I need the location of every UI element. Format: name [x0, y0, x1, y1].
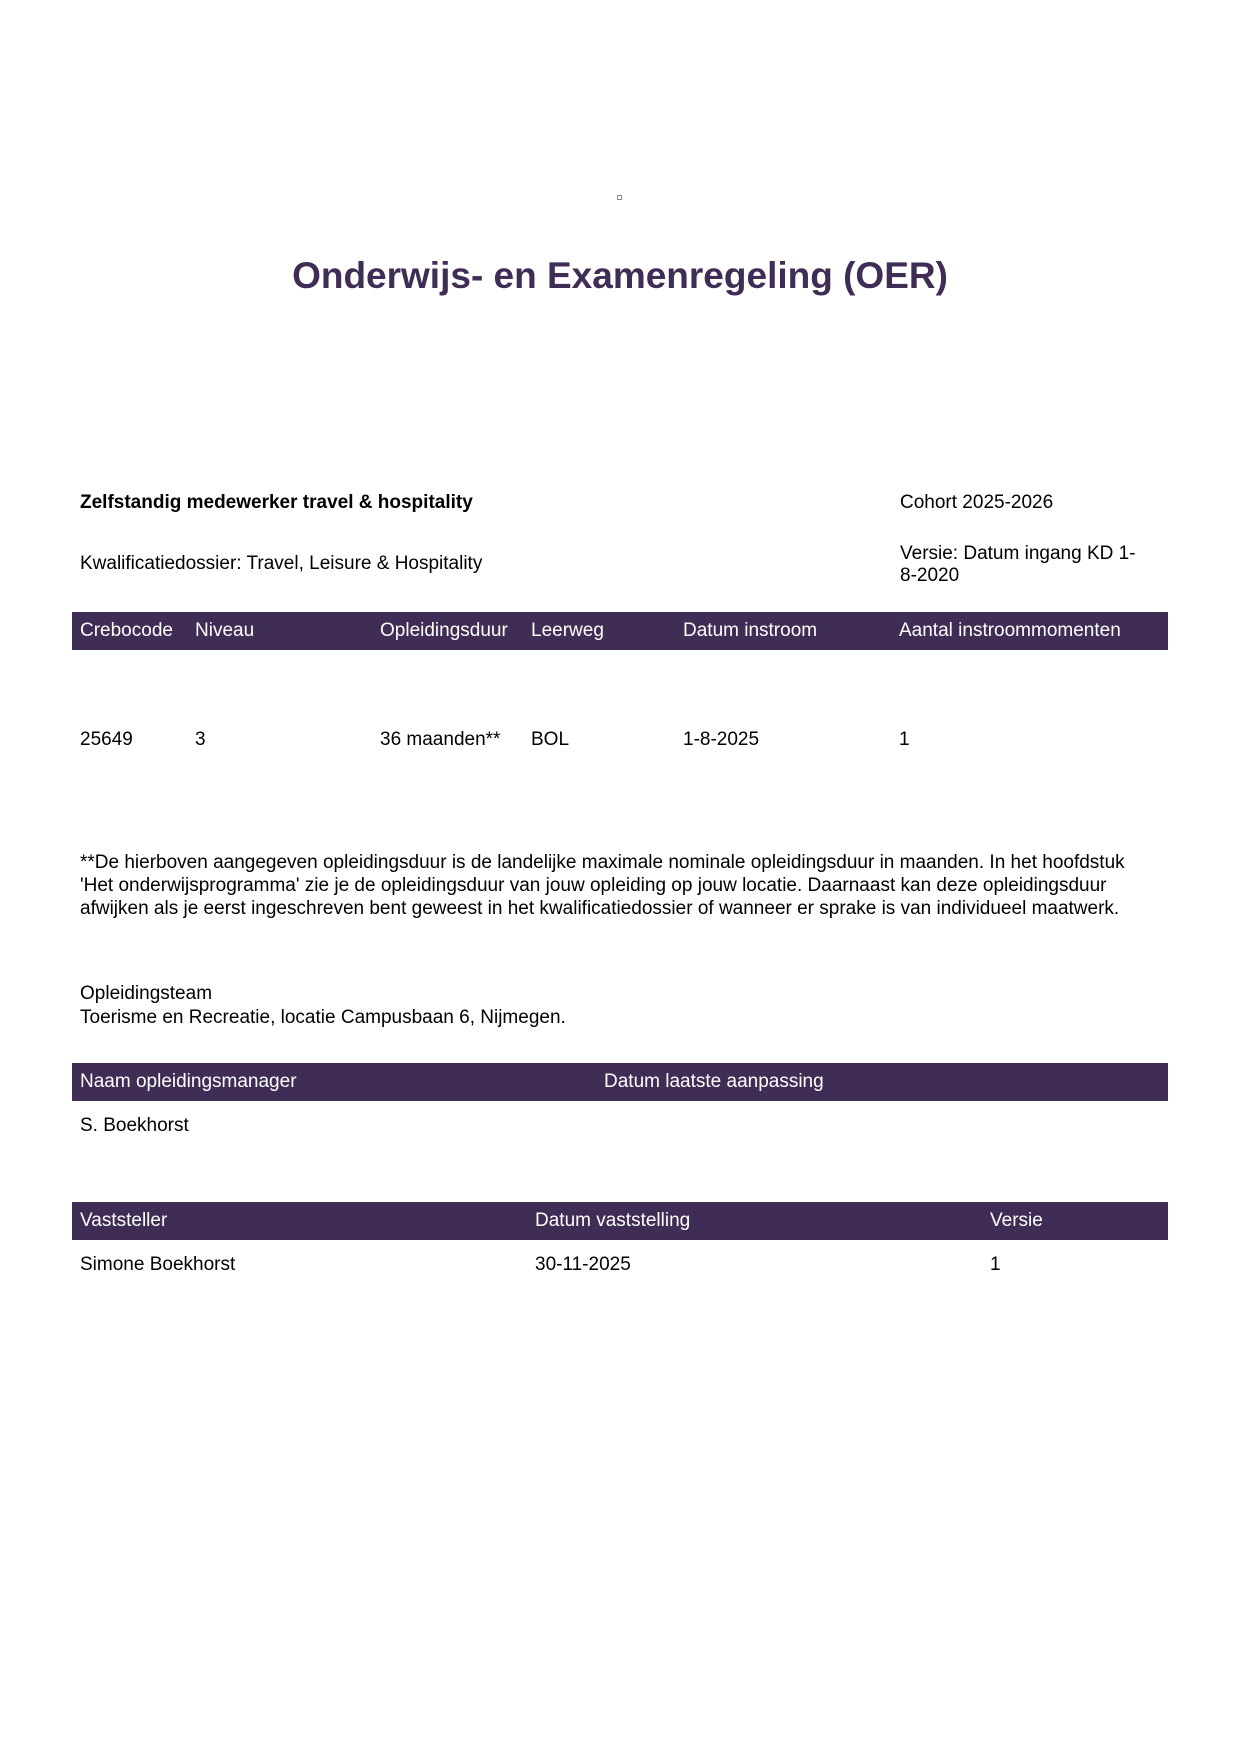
- logo-placeholder-icon: [617, 195, 622, 200]
- header-datum-laatste-aanpassing: Datum laatste aanpassing: [604, 1071, 824, 1092]
- versie-label: [900, 543, 1160, 587]
- header-datum-instroom: Datum instroom: [683, 620, 818, 641]
- cell-aantal-instroommomenten: 1: [899, 729, 910, 750]
- cell-datum-vaststelling: 30-11-2025: [535, 1254, 631, 1275]
- kwalificatiedossier-label: Kwalificatiedossier: Travel, Leisure & Hospitality: [80, 553, 483, 574]
- header-datum-vaststelling: Datum vaststelling: [535, 1210, 691, 1231]
- cell-opleidingsmanager: S. Boekhorst: [80, 1115, 189, 1136]
- vaststelling-table-header: [72, 1202, 1168, 1240]
- cell-opleidingsduur: 36 maanden**: [380, 729, 501, 750]
- details-table-header: [72, 612, 1168, 650]
- header-vaststeller: Vaststeller: [80, 1210, 168, 1231]
- manager-table-header: [72, 1063, 1168, 1101]
- header-opleidingsduur: Opleidingsduur: [380, 620, 508, 641]
- versie-line-2: 8-2020: [900, 565, 960, 586]
- header-leerweg: Leerweg: [531, 620, 604, 641]
- versie-line-1: Versie: Datum ingang KD 1-: [900, 543, 1136, 564]
- header-versie: Versie: [990, 1210, 1043, 1231]
- cell-crebocode: 25649: [80, 729, 133, 750]
- cell-datum-instroom: 1-8-2025: [683, 729, 760, 750]
- opleidingsteam-label: Opleidingsteam: [80, 983, 213, 1004]
- cell-vaststeller: Simone Boekhorst: [80, 1254, 236, 1275]
- opleidingsteam-block: [80, 982, 566, 1030]
- opleidingsduur-footnote: **De hierboven aangegeven opleidingsduur is de landelijke maximale nominale opleidingsduur in maanden. In het hoofdstuk 'Het onderwijsprogramma' zie je de opleidingsduur van jouw opleiding op jouw locatie. Daarnaast kan deze opleidingsduur afwijken als je eerst ingeschreven bent geweest in het kwalificatiedossier of wanneer er sprake is van individueel maatwerk.: [80, 852, 1125, 919]
- cell-leerweg: BOL: [531, 729, 570, 750]
- header-aantal-instroommomenten: Aantal instroommomenten: [899, 620, 1121, 641]
- cell-versie: 1: [990, 1254, 1001, 1275]
- cohort-label: Cohort 2025-2026: [900, 492, 1054, 513]
- cell-niveau: 3: [195, 729, 206, 750]
- header-naam-opleidingsmanager: Naam opleidingsmanager: [80, 1071, 297, 1092]
- header-crebocode: Crebocode: [80, 620, 173, 641]
- opleidingsteam-value: Toerisme en Recreatie, locatie Campusbaan 6, Nijmegen.: [80, 1007, 566, 1028]
- document-title: Onderwijs- en Examenregeling (OER): [292, 255, 948, 296]
- program-name: Zelfstandig medewerker travel & hospitality: [80, 492, 473, 513]
- header-niveau: Niveau: [195, 620, 255, 641]
